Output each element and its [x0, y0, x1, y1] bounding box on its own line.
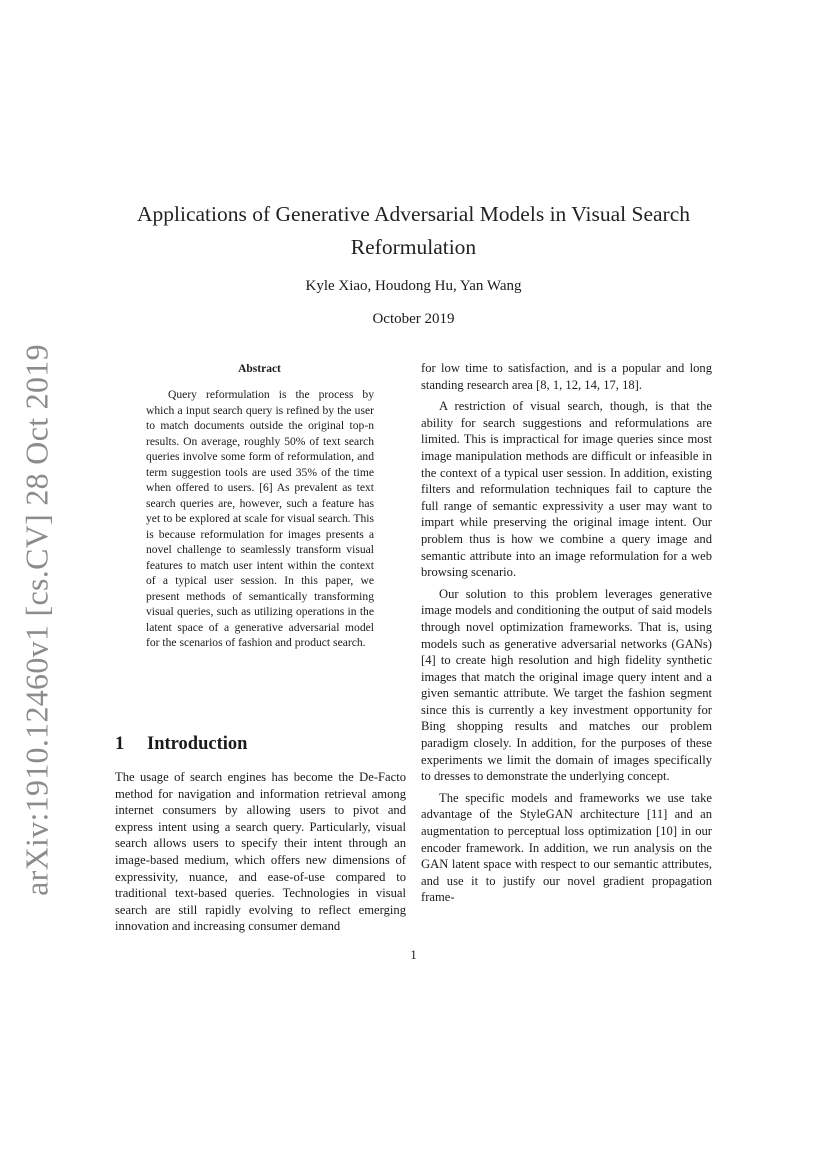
- arxiv-identifier-text: arXiv:1910.12460v1 [cs.CV] 28 Oct 2019: [18, 344, 55, 896]
- paper-date: October 2019: [372, 311, 455, 327]
- right-paragraph-continuation: for low time to satisfaction, and is a popular and long standing research area [8, 1, 12, 14, 17, 18].: [421, 361, 712, 392]
- right-paragraph-restriction: A restriction of visual search, though, is that the ability for search suggestions and reformulations are limited. This is impractical for image queries since most image manipulation methods are difficult or infeasible in the context of a typical user session. In addition, existing filters and reformulation techniques fail to capture the full range of semantic expressivity a user may want to impart while preserving the original image intent. Our problem thus is how we combine a query image and semantic attribute into an image reformulation for a web browsing scenario.: [421, 399, 712, 580]
- paper-title: Applications of Generative Adversarial Models in Visual Search Reformulation: [137, 202, 690, 259]
- page-number: 1: [410, 948, 417, 962]
- right-paragraph-solution: Our solution to this problem leverages generative image models and conditioning the output of said models through novel optimization frameworks. That is, using models such as generative adversarial networks (GANs) [4] to create high resolution and high fidelity synthetic images that match the original image query intent and a given semantic attribute. We target the fashion segment since this is currently a key investment opportunity for Bing shopping results and matches our problem paradigm closely. In addition, for the purposes of these experiments we limit the domain of images specifically to dresses to demonstrate the underlying concept.: [421, 586, 712, 784]
- right-paragraph-frameworks: The specific models and frameworks we use take advantage of the StyleGAN architecture [11] and an augmentation to perceptual loss optimization [10] in our encoder framework. In addition, we run analysis on the GAN latent space with respect to our semantic attributes, and use it to justify our novel gradient propagation frame-: [421, 790, 712, 905]
- right-column: [421, 360, 712, 911]
- abstract-text: Query reformulation is the process by which a input search query is refined by the user to match documents outside the original top-n results. On average, roughly 50% of text search queries involve some form of reformulation, and term suggestion tools are used 35% of the time when offered to users. [6] As prevalent as text search queries are, however, such a feature has yet to be explored at scale for visual search. This is because reformulation for images presents a novel challenge to seamlessly transform visual features to match user intent within the context of a typical user session. In this paper, we present methods of semantically transforming visual queries, such as utilizing operations in the latent space of a generative adversarial model for the scenarios of fashion and product search.: [146, 388, 374, 649]
- section-heading-introduction: [115, 732, 247, 756]
- intro-paragraph: The usage of search engines has become the De-Facto method for navigation and information retrieval among internet consumers by allowing users to pivot and express intent using a search query. Particularly, visual search allows users to specify their intent through an image-based medium, which offers new dimensions of expressivity, nuance, and ease-of-use compared to traditional text-based queries. Technologies in visual search are still rapidly evolving to reflect emerging innovation and increasing consumer demand: [115, 770, 406, 934]
- section-number: 1: [115, 734, 125, 754]
- paper-authors: Kyle Xiao, Houdong Hu, Yan Wang: [305, 278, 522, 294]
- section-title: Introduction: [147, 734, 248, 754]
- abstract-heading: Abstract: [238, 363, 281, 375]
